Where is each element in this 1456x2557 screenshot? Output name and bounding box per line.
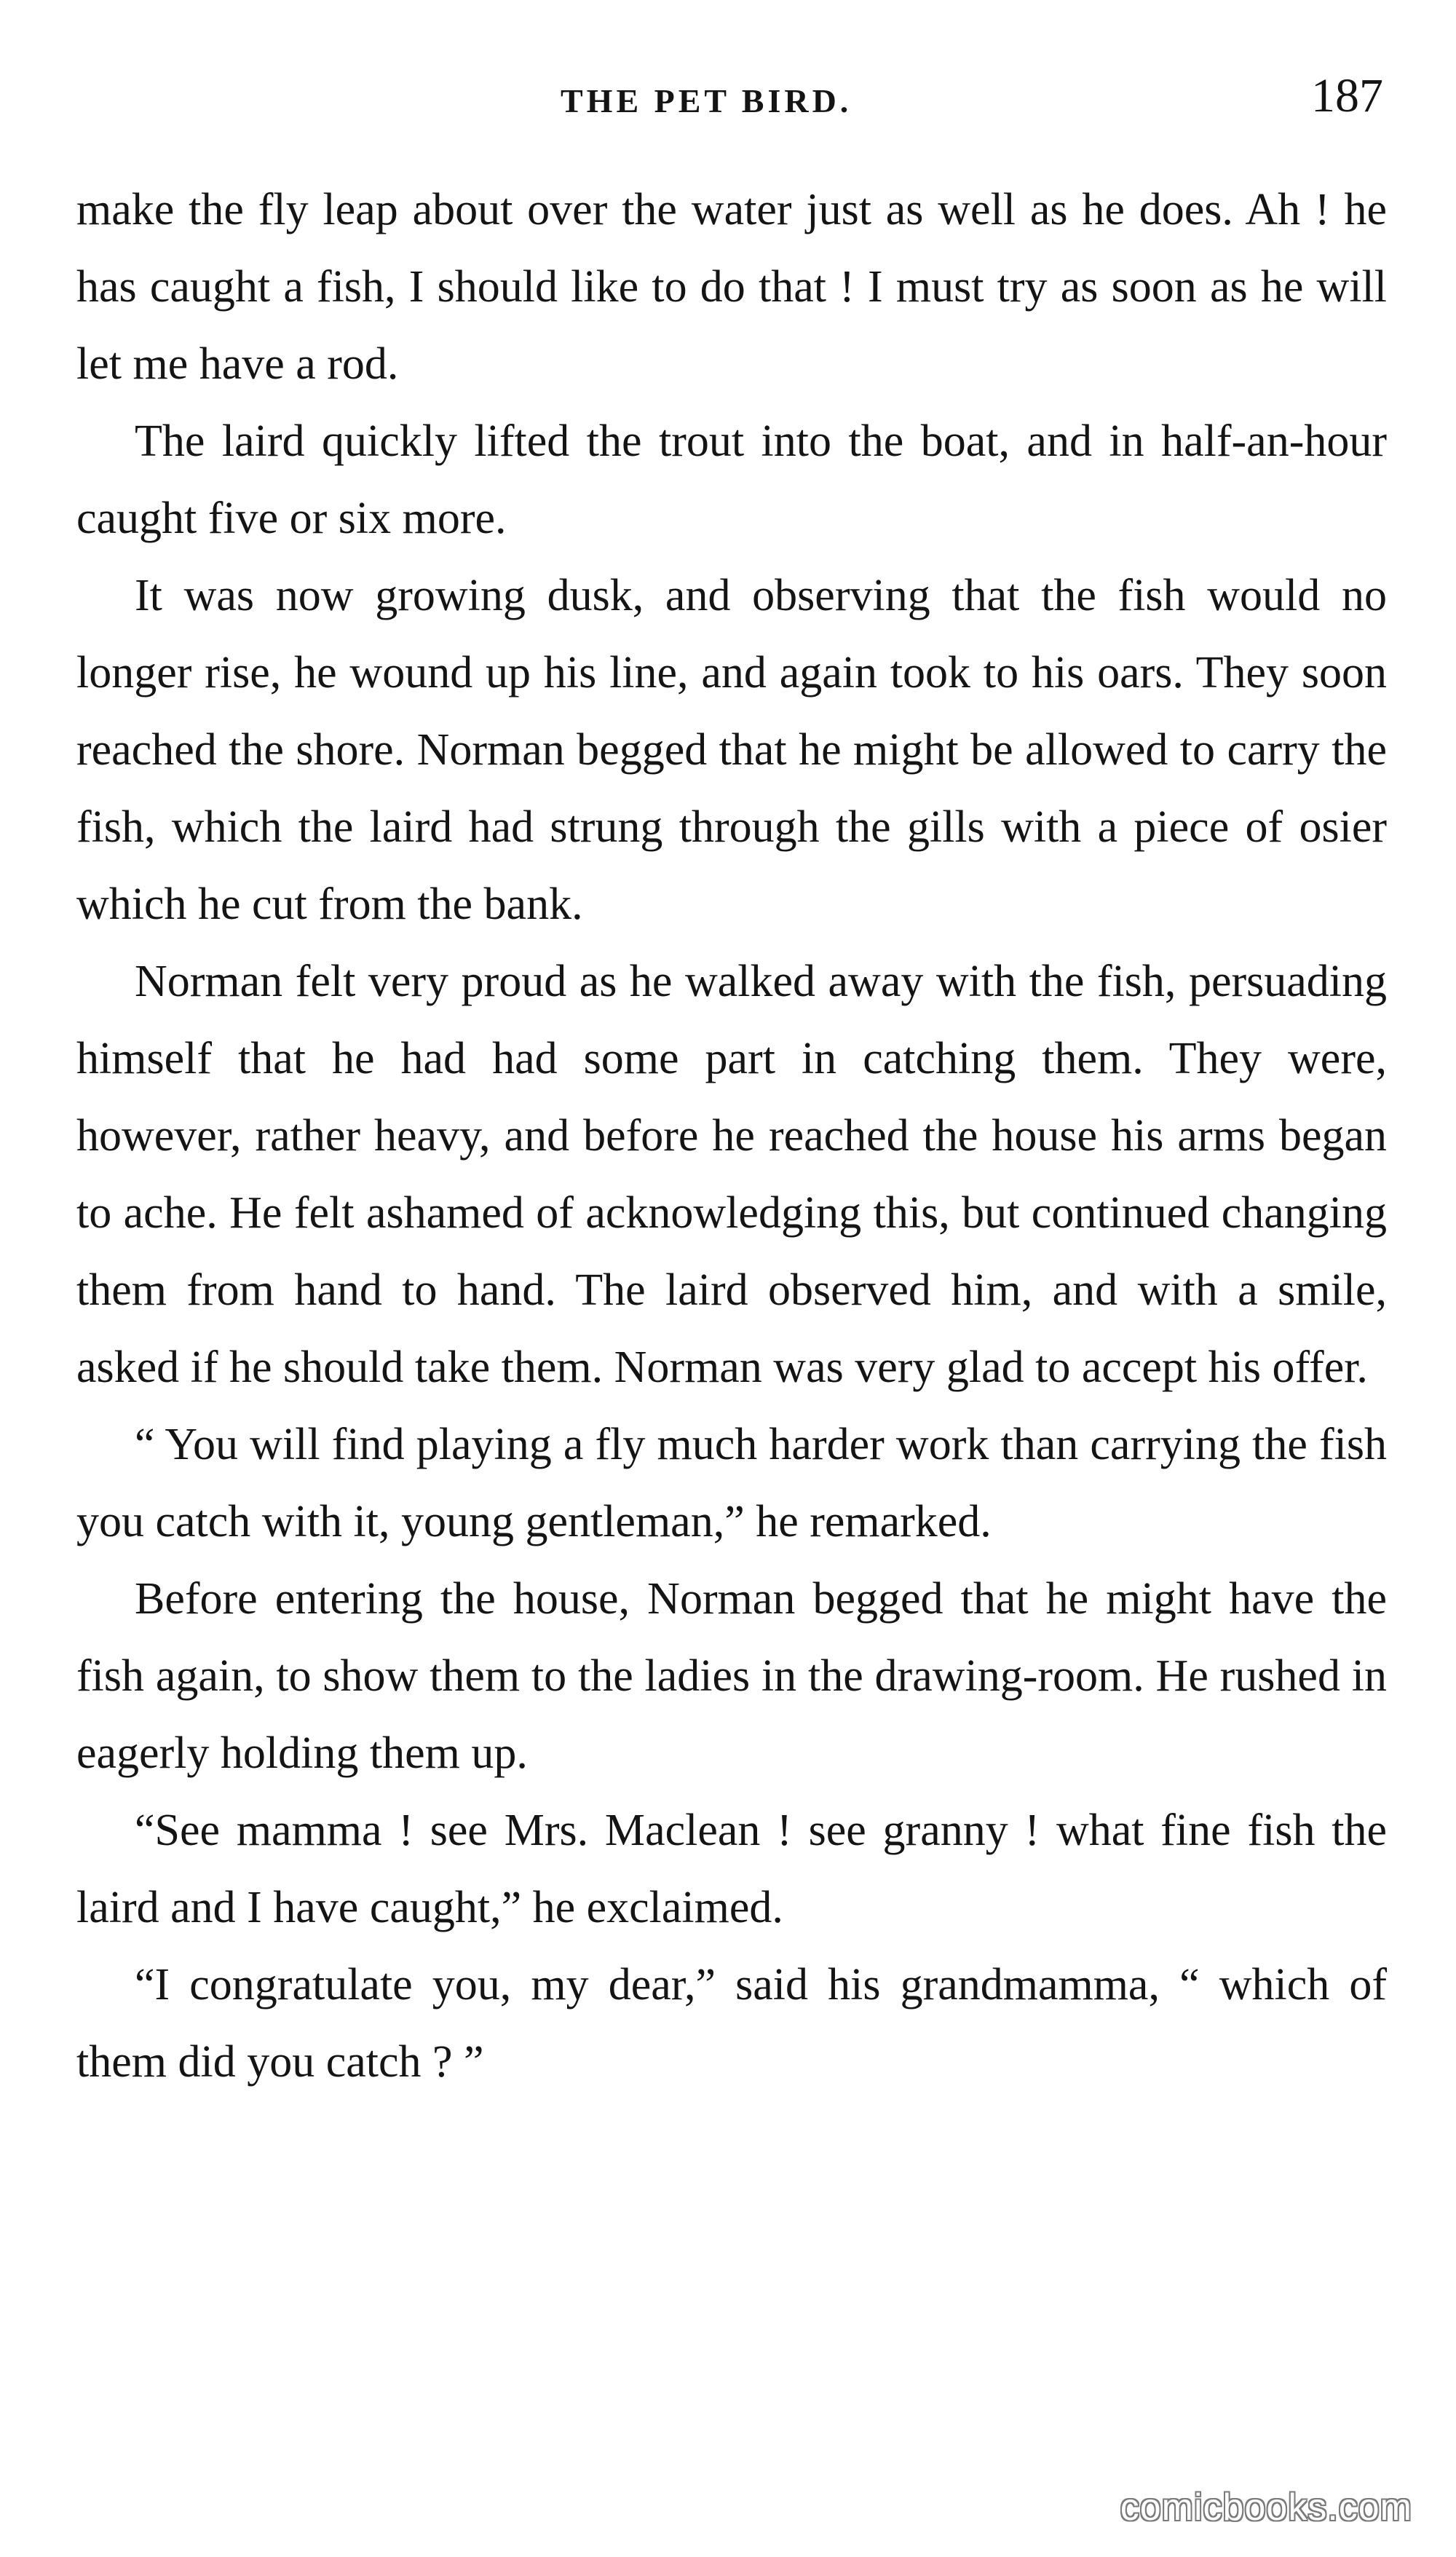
paragraph: Norman felt very proud as he walked away with the fish, persuading himself that he had had some part in catching them. They were, however, rather heavy, and before he reached the house his arms began to ache. He felt ashamed of acknowledging this, but continued changing them from hand to hand. The laird observed him, and with a smile, asked if he should take them. Norman was very glad to accept his offer. (76, 957, 1387, 1392)
paragraph: “ You will find playing a fly much harder work than carrying the fish you catch with it, young gentleman,” he remarked. (76, 1420, 1387, 1546)
paragraph: make the fly leap about over the water just as well as he does. Ah ! he has caught a fish, I should like to do that ! I must try as soon as he will let me have a rod. (76, 185, 1387, 389)
page-number: 187 (1311, 69, 1383, 122)
running-head: THE PET BIRD. (561, 82, 852, 119)
paragraph: Before entering the house, Norman begged that he might have the fish again, to show them to the ladies in the drawing-room. He rushed in eagerly holding them up. (76, 1574, 1387, 1778)
paragraph: “I congratulate you, my dear,” said his grandmamma, “ which of them did you catch ? ” (76, 1960, 1387, 2087)
paragraph: “See mamma ! see Mrs. Maclean ! see granny ! what fine fish the laird and I have caught,” he exclaimed. (76, 1806, 1387, 1932)
paragraph: It was now growing dusk, and observing that the fish would no longer rise, he wound up his line, and again took to his oars. They soon reached the shore. Norman begged that he might be allowed to carry the fish, which the laird had strung through the gills with a piece of osier which he cut from the bank. (76, 571, 1387, 929)
body-text (76, 171, 1387, 2100)
watermark: comicbooks.com (1120, 2486, 1412, 2529)
paragraph: The laird quickly lifted the trout into the boat, and in half-an-hour caught five or six more. (76, 416, 1387, 543)
